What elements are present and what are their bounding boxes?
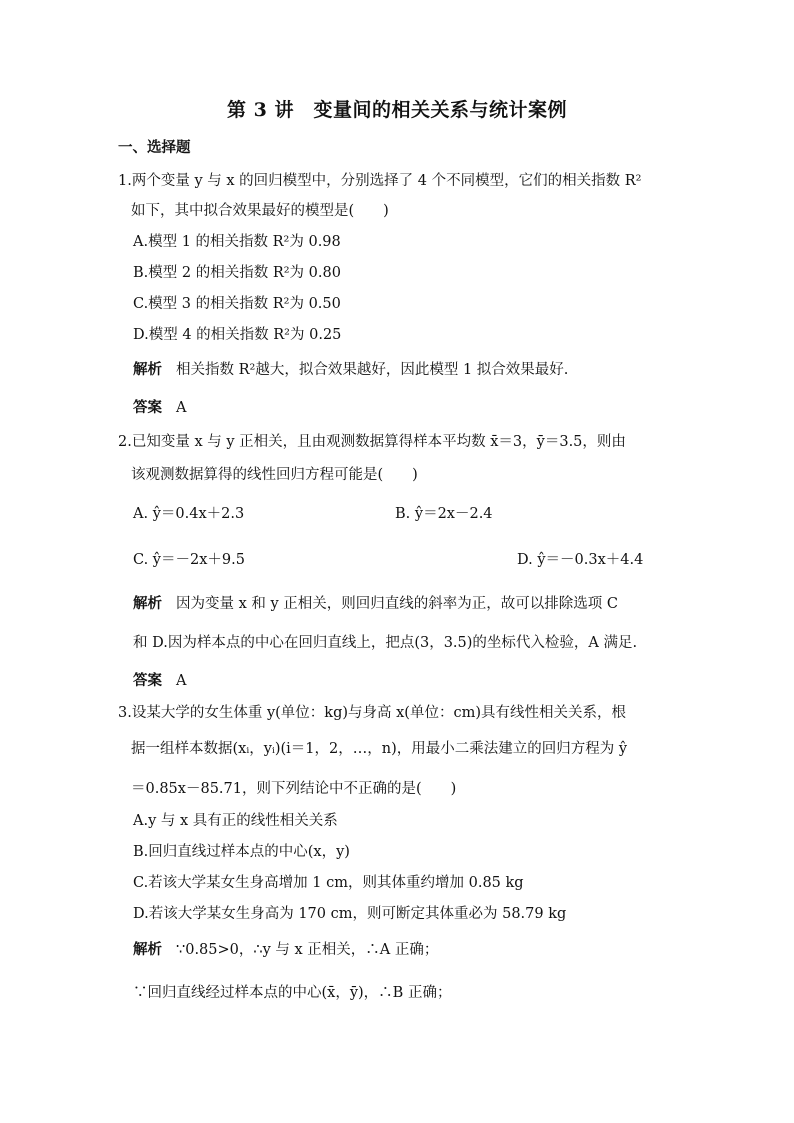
q1-answer <box>133 398 186 418</box>
q3-stem-line2: 据一组样本数据(xᵢ，yᵢ)(i＝1，2，…，n)，用最小二乘法建立的回归方程为 ŷ <box>131 741 628 757</box>
q1-option-d: D.模型 4 的相关指数 R²为 0.25 <box>133 327 342 343</box>
q2-option-a: A. ŷ＝0.4x＋2.3 <box>133 506 245 522</box>
q3-analysis-text2: ∵回归直线经过样本点的中心(x̄，ȳ)，∴B 正确； <box>133 985 452 1001</box>
q1-option-c: C.模型 3 的相关指数 R²为 0.50 <box>133 296 341 312</box>
q2-stem-line1: 2.已知变量 x 与 y 正相关，且由观测数据算得样本平均数 x̄＝3，ȳ＝3.5，则由 <box>118 434 626 450</box>
q3-analysis-text1: ∵0.85>0，∴y 与 x 正相关，∴A 正确； <box>176 942 439 958</box>
q2-analysis <box>133 594 618 614</box>
q3-stem-line1: 3.设某大学的女生体重 y(单位：kg)与身高 x(单位：cm)具有线性相关关系，根 <box>118 705 626 721</box>
q1-option-b: B.模型 2 的相关指数 R²为 0.80 <box>133 265 341 281</box>
q3-option-c: C.若该大学某女生身高增加 1 cm，则其体重约增加 0.85 kg <box>133 875 524 891</box>
q2-answer-text: A <box>176 673 187 689</box>
q1-stem-line2: 如下，其中拟合效果最好的模型是( ) <box>131 203 389 219</box>
q3-option-b: B.回归直线过样本点的中心(x，y) <box>133 844 350 860</box>
q3-stem-line3: ＝0.85x－85.71，则下列结论中不正确的是( ) <box>131 781 457 797</box>
q1-answer-text: A <box>176 400 187 416</box>
q2-analysis-text1: 因为变量 x 和 y 正相关，则回归直线的斜率为正，故可以排除选项 C <box>176 596 619 612</box>
analysis-label: 解析 <box>133 941 162 958</box>
q2-answer <box>133 671 186 691</box>
q2-option-d: D. ŷ＝－0.3x＋4.4 <box>517 552 644 568</box>
q1-stem-line1: 1.两个变量 y 与 x 的回归模型中，分别选择了 4 个不同模型，它们的相关指数 R² <box>118 173 642 189</box>
section-heading: 一、选择题 <box>118 139 191 156</box>
q3-analysis <box>133 940 438 960</box>
answer-label: 答案 <box>133 672 162 689</box>
q1-option-a: A.模型 1 的相关指数 R²为 0.98 <box>133 234 341 250</box>
answer-label: 答案 <box>133 399 162 416</box>
q2-analysis-text2: 和 D.因为样本点的中心在回归直线上，把点(3，3.5)的坐标代入检验，A 满足. <box>133 635 638 651</box>
q2-option-b: B. ŷ＝2x－2.4 <box>395 506 493 522</box>
q1-analysis <box>133 360 568 380</box>
analysis-label: 解析 <box>133 361 162 378</box>
q3-option-a: A.y 与 x 具有正的线性相关关系 <box>133 813 338 829</box>
q2-option-c: C. ŷ＝－2x＋9.5 <box>133 552 245 568</box>
page-title: 第 3 讲 变量间的相关关系与统计案例 <box>227 99 567 121</box>
q2-stem-line2: 该观测数据算得的线性回归方程可能是( ) <box>131 467 418 483</box>
q1-analysis-text: 相关指数 R²越大，拟合效果越好，因此模型 1 拟合效果最好. <box>176 362 569 378</box>
q3-option-d: D.若该大学某女生身高为 170 cm，则可断定其体重必为 58.79 kg <box>133 906 567 922</box>
analysis-label: 解析 <box>133 595 162 612</box>
